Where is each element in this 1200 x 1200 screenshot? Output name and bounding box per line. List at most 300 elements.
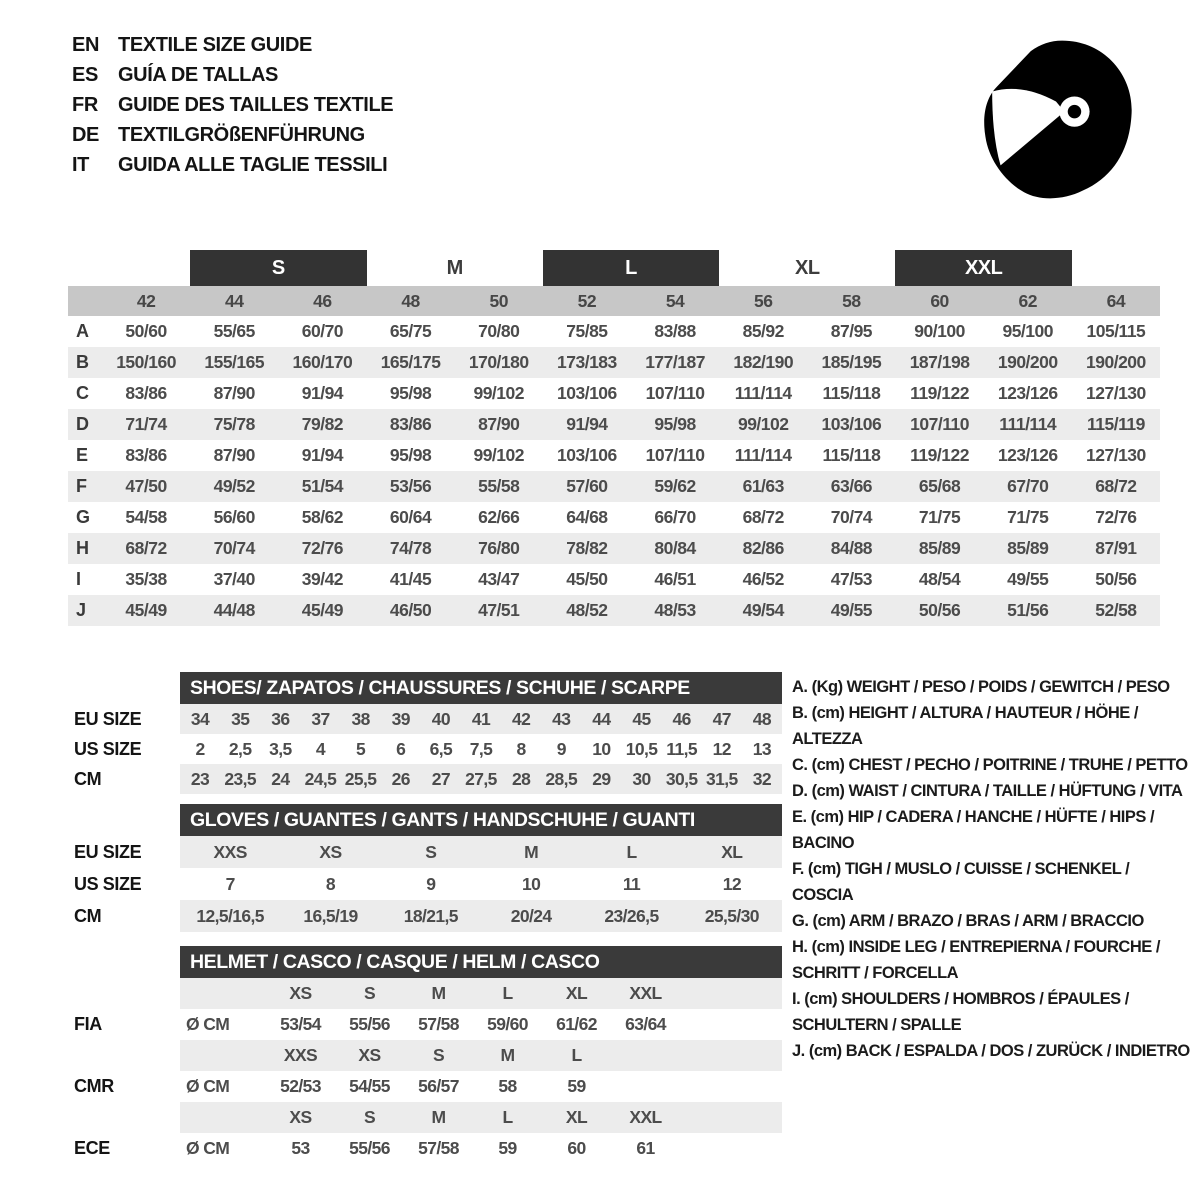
- measure-value: 187/198: [909, 352, 970, 372]
- measure-row-d: [68, 409, 1160, 440]
- measure-value: 43/47: [478, 569, 520, 589]
- helmet-size: M: [500, 1045, 515, 1065]
- row-letter: I: [76, 569, 81, 589]
- helmet-size: M: [431, 1107, 446, 1127]
- helmet-size: S: [432, 1045, 445, 1065]
- shoes-us-size: 3,5: [269, 738, 292, 759]
- size-group-s: S: [190, 250, 366, 286]
- helmet-header: HELMET / CASCO / CASQUE / HELM / CASCO: [180, 946, 782, 978]
- measure-value: 107/110: [910, 414, 969, 434]
- row-letter: D: [76, 414, 89, 434]
- helmet-ece-label: ECE: [74, 1138, 110, 1158]
- helmet-values-row-fia: [180, 1009, 782, 1040]
- legend-entry: H. (cm) INSIDE LEG / ENTREPIERNA / FOURCHE / SCHRITT / FORCELLA: [792, 938, 1160, 982]
- measure-value: 78/82: [566, 538, 608, 558]
- measure-value: 65/75: [389, 321, 432, 341]
- helmet-size: L: [502, 983, 513, 1003]
- helmet-value: 53: [291, 1138, 310, 1158]
- size-column-number: 62: [1018, 290, 1037, 311]
- legend-entry: F. (cm) TIGH / MUSLO / CUISSE / SCHENKEL / COSCIA: [792, 860, 1130, 904]
- measure-value: 70/74: [213, 538, 255, 558]
- size-column-number: 46: [313, 290, 332, 311]
- gloves-header: GLOVES / GUANTES / GANTS / HANDSCHUHE / GUANTI: [180, 804, 782, 836]
- legend-entry: D. (cm) WAIST / CINTURA / TAILLE / HÜFTUNG / VITA: [792, 782, 1183, 800]
- helmet-value: 55/56: [349, 1138, 390, 1158]
- shoes-section: [60, 672, 782, 794]
- measure-row-a: [68, 316, 1160, 347]
- measure-value: 107/110: [645, 383, 705, 403]
- row-letter: E: [76, 445, 88, 465]
- shoes-cm-size: 27,5: [465, 768, 497, 789]
- shoes-cm-size: 23: [190, 768, 210, 789]
- measure-value: 37/40: [213, 569, 255, 589]
- measurement-legend: [792, 674, 1192, 1064]
- measure-value: 49/52: [213, 476, 255, 496]
- measure-value: 95/98: [389, 383, 432, 403]
- measure-value: 35/38: [125, 569, 167, 589]
- measure-value: 95/98: [654, 414, 696, 434]
- lang-code: EN: [72, 34, 99, 56]
- measure-value: 91/94: [301, 445, 344, 465]
- gloves-cm-size: 12,5/16,5: [196, 905, 264, 926]
- language-title-block: [72, 34, 393, 177]
- size-group-m: M: [446, 256, 463, 279]
- measure-value: 107/110: [645, 445, 705, 465]
- measure-value: 45/49: [301, 600, 344, 620]
- measure-value: 103/106: [557, 383, 617, 403]
- size-column-number: 44: [225, 290, 244, 311]
- shoes-cm-size: 32: [752, 768, 772, 789]
- helmet-size: XS: [289, 983, 312, 1003]
- measure-row-h: [68, 533, 1160, 564]
- lang-title: TEXTILE SIZE GUIDE: [118, 34, 312, 56]
- gloves-eu-label: EU SIZE: [74, 841, 142, 862]
- size-number-band: [68, 286, 1160, 316]
- lang-code: FR: [72, 94, 98, 116]
- measure-value: 61/63: [742, 476, 784, 496]
- measure-value: 68/72: [742, 507, 784, 527]
- shoes-eu-size: 45: [632, 708, 651, 729]
- shoes-cm-size: 24,5: [304, 768, 337, 789]
- measure-value: 165/175: [380, 352, 441, 372]
- shoes-us-size: 2: [195, 738, 205, 759]
- gloves-us-size: 12: [722, 873, 741, 894]
- measure-value: 52/58: [1095, 600, 1137, 620]
- helmet-value: 59/60: [487, 1014, 528, 1034]
- gloves-us-size: 8: [325, 873, 336, 894]
- measure-value: 185/195: [821, 352, 882, 372]
- band-spacer: [68, 286, 102, 316]
- shoes-us-size: 11,5: [666, 738, 697, 759]
- helmet-rows: [180, 978, 782, 1164]
- measure-row-g: [68, 502, 1160, 533]
- textile-size-table: [68, 250, 1160, 626]
- measure-value: 119/122: [910, 445, 969, 465]
- gloves-eu-size: L: [626, 841, 637, 862]
- measure-value: 150/160: [116, 352, 176, 372]
- measure-value: 48/54: [918, 569, 961, 589]
- measure-value: 57/60: [566, 476, 608, 496]
- gloves-cm-size: 23/26,5: [604, 905, 659, 926]
- measure-value: 59/62: [654, 476, 696, 496]
- measure-value: 85/89: [918, 538, 961, 558]
- shoes-cm-size: 25,5: [344, 768, 377, 789]
- measure-value: 95/100: [1002, 321, 1053, 341]
- size-column-number: 54: [665, 290, 685, 311]
- gloves-cm-size: 16,5/19: [303, 905, 358, 926]
- shoes-us-size: 10,5: [625, 738, 658, 759]
- size-column-number: 58: [842, 290, 861, 311]
- measure-value: 80/84: [654, 538, 696, 558]
- measure-value: 160/170: [292, 352, 353, 372]
- shoes-cm-size: 28,5: [545, 768, 578, 789]
- measure-row-c: [68, 378, 1160, 409]
- measure-value: 67/70: [1007, 476, 1049, 496]
- measure-value: 83/86: [125, 445, 167, 465]
- helmet-value: 61: [636, 1138, 655, 1158]
- shoes-cm-size: 28: [511, 768, 531, 789]
- measure-value: 111/114: [734, 383, 792, 403]
- helmet-size: XXS: [283, 1045, 318, 1065]
- legend-entry: J. (cm) BACK / ESPALDA / DOS / ZURÜCK / INDIETRO: [792, 1042, 1190, 1060]
- measure-value: 99/102: [737, 414, 789, 434]
- gloves-cm-label: CM: [74, 905, 102, 926]
- measure-value: 68/72: [125, 538, 167, 558]
- helmet-value: 60: [567, 1138, 586, 1158]
- shoes-eu-size: 35: [231, 708, 250, 729]
- measure-value: 70/80: [478, 321, 520, 341]
- shoes-eu-size: 34: [190, 708, 210, 729]
- gloves-cm-row: [180, 900, 782, 932]
- measure-value: 53/56: [389, 476, 432, 496]
- shoes-us-size: 12: [712, 738, 731, 759]
- gloves-eu-size: S: [425, 841, 437, 862]
- measure-value: 50/56: [1095, 569, 1137, 589]
- gloves-us-size: 10: [522, 873, 541, 894]
- measure-value: 74/78: [389, 538, 432, 558]
- lang-code: IT: [72, 154, 89, 176]
- helmet-size-spacer: [180, 1040, 266, 1071]
- helmet-value: 58: [498, 1076, 517, 1096]
- measure-value: 103/106: [557, 445, 617, 465]
- measure-value: 49/54: [742, 600, 784, 620]
- helmet-value: 52/53: [280, 1076, 321, 1096]
- gloves-eu-size: XS: [319, 841, 342, 862]
- shoes-cm-size: 30: [632, 768, 651, 789]
- gloves-section: [60, 804, 782, 932]
- helmet-cmr-label: CMR: [74, 1076, 114, 1096]
- measure-value: 50/60: [125, 321, 167, 341]
- measure-value: 173/183: [557, 352, 617, 372]
- helmet-size: S: [363, 1107, 376, 1127]
- measure-value: 83/86: [125, 383, 167, 403]
- lang-code: DE: [72, 124, 99, 146]
- size-group-l: L: [543, 250, 719, 286]
- gloves-us-size: 9: [426, 873, 436, 894]
- size-group-xl: XL: [795, 256, 820, 279]
- measure-value: 99/102: [473, 383, 524, 403]
- size-group-row: [68, 250, 1160, 286]
- helmet-values-row-cmr: [180, 1071, 782, 1102]
- helmet-size: S: [363, 983, 376, 1003]
- measure-value: 50/56: [918, 600, 961, 620]
- gloves-us-size: 7: [225, 873, 235, 894]
- size-column-number: 48: [401, 290, 420, 311]
- measure-value: 71/75: [1007, 507, 1049, 527]
- helmet-size: XXL: [629, 983, 662, 1003]
- size-column-number: 42: [136, 290, 156, 311]
- measure-value: 87/90: [478, 414, 520, 434]
- legend-entry: E. (cm) HIP / CADERA / HANCHE / HÜFTE / HIPS / BACINO: [792, 808, 1155, 852]
- measure-value: 48/52: [566, 600, 608, 620]
- measure-value: 85/92: [742, 321, 784, 341]
- measure-value: 60/64: [389, 507, 432, 527]
- measure-value: 58/62: [301, 507, 344, 527]
- lang-title: GUIDE DES TAILLES TEXTILE: [118, 94, 394, 116]
- measure-value: 87/95: [830, 321, 873, 341]
- measure-value: 99/102: [473, 445, 524, 465]
- shoes-eu-size: 47: [712, 708, 731, 729]
- measure-row-f: [68, 471, 1160, 502]
- helmet-size: XS: [289, 1107, 312, 1127]
- measure-value: 123/126: [997, 383, 1058, 403]
- helmet-fia-label: FIA: [74, 1014, 102, 1034]
- gloves-us-row: [180, 868, 782, 900]
- helmet-sizes-row-ece: [180, 1102, 782, 1133]
- measure-value: 103/106: [821, 414, 882, 434]
- helmet-unit-label: Ø CM: [186, 1014, 230, 1034]
- row-letter: B: [76, 352, 89, 372]
- helmet-size: XL: [565, 983, 588, 1003]
- measure-value: 79/82: [301, 414, 344, 434]
- shoes-us-size: 9: [556, 738, 566, 759]
- shoes-cm-size: 23,5: [224, 768, 257, 789]
- size-column-number: 50: [489, 290, 508, 311]
- shoes-us-size: 2,5: [228, 738, 252, 759]
- shoes-eu-label: EU SIZE: [74, 708, 142, 729]
- shoes-us-size: 8: [516, 738, 526, 759]
- shoes-us-size: 6,5: [429, 738, 453, 759]
- measure-value: 115/118: [822, 445, 881, 465]
- shoes-eu-size: 42: [511, 708, 531, 729]
- helmet-value: 53/54: [280, 1014, 321, 1034]
- measure-value: 39/42: [301, 569, 344, 589]
- measure-value: 41/45: [389, 569, 432, 589]
- helmet-size: L: [502, 1107, 513, 1127]
- shoes-cm-size: 31,5: [705, 768, 738, 789]
- shoes-cm-size: 24: [271, 768, 290, 789]
- measure-value: 190/200: [997, 352, 1058, 372]
- measure-value: 115/119: [1086, 414, 1145, 434]
- legend-entry: G. (cm) ARM / BRAZO / BRAS / ARM / BRACCIO: [792, 912, 1144, 930]
- helmet-sizes-row-fia: [180, 978, 782, 1009]
- measure-value: 55/58: [478, 476, 520, 496]
- measure-value: 71/74: [125, 414, 167, 434]
- measure-value: 70/74: [830, 507, 873, 527]
- helmet-size: XS: [358, 1045, 381, 1065]
- helmet-size-spacer: [180, 978, 266, 1009]
- measure-row-j: [68, 595, 1160, 626]
- shoes-us-size: 6: [396, 738, 406, 759]
- measure-value: 47/50: [125, 476, 167, 496]
- measure-value: 44/48: [213, 600, 255, 620]
- gloves-cm-size: 18/21,5: [403, 905, 458, 926]
- helmet-values-row-ece: [180, 1133, 782, 1164]
- row-letter: G: [76, 507, 90, 527]
- measure-value: 111/114: [734, 445, 792, 465]
- measure-value: 115/118: [822, 383, 881, 403]
- helmet-value: 57/58: [418, 1014, 459, 1034]
- shoes-cm-size: 29: [592, 768, 611, 789]
- measure-value: 83/88: [654, 321, 696, 341]
- measure-value: 83/86: [389, 414, 432, 434]
- measure-value: 82/86: [742, 538, 784, 558]
- measure-value: 62/66: [478, 507, 520, 527]
- shoes-us-size: 10: [592, 738, 611, 759]
- shoes-us-row: [180, 734, 782, 764]
- measure-value: 90/100: [914, 321, 965, 341]
- measure-value: 46/51: [654, 569, 696, 589]
- helmet-unit-label: Ø CM: [186, 1138, 230, 1158]
- helmet-size: XXL: [629, 1107, 662, 1127]
- measure-value: 46/50: [389, 600, 432, 620]
- measure-value: 123/126: [997, 445, 1058, 465]
- helmet-unit-label: Ø CM: [186, 1076, 230, 1096]
- shoes-cm-size: 26: [391, 768, 410, 789]
- helmet-size: L: [571, 1045, 582, 1065]
- helmet-value: 63/64: [625, 1014, 666, 1034]
- gloves-eu-size: M: [524, 841, 539, 862]
- gloves-us-size: 11: [622, 873, 641, 894]
- measure-value: 177/187: [645, 352, 705, 372]
- row-letter: J: [76, 600, 86, 620]
- size-column-number: 60: [930, 290, 949, 311]
- legend-entry: I. (cm) SHOULDERS / HOMBROS / ÉPAULES / SCHULTERN / SPALLE: [792, 990, 1129, 1034]
- gloves-eu-size: XXS: [213, 841, 247, 862]
- gloves-cm-size: 25,5/30: [704, 905, 759, 926]
- measure-row-i: [68, 564, 1160, 595]
- gloves-us-label: US SIZE: [74, 873, 142, 894]
- gloves-eu-row: [180, 836, 782, 868]
- measure-value: 87/91: [1095, 538, 1137, 558]
- legend-entry: A. (Kg) WEIGHT / PESO / POIDS / GEWITCH / PESO: [792, 678, 1170, 696]
- shoes-header: SHOES/ ZAPATOS / CHAUSSURES / SCHUHE / SCARPE: [180, 672, 782, 704]
- shoes-eu-row: [180, 704, 782, 734]
- measure-row-e: [68, 440, 1160, 471]
- measure-value: 45/49: [125, 600, 167, 620]
- helmet-size: M: [431, 983, 446, 1003]
- measure-value: 95/98: [389, 445, 432, 465]
- helmet-size-spacer: [180, 1102, 266, 1133]
- measure-value: 84/88: [830, 538, 873, 558]
- measure-value: 91/94: [301, 383, 344, 403]
- measure-value: 127/130: [1086, 445, 1146, 465]
- shoes-eu-size: 43: [552, 708, 571, 729]
- measure-value: 72/76: [301, 538, 344, 558]
- lang-title: GUIDA ALLE TAGLIE TESSILI: [118, 154, 388, 176]
- measure-value: 170/180: [468, 352, 529, 372]
- measure-value: 182/190: [733, 352, 794, 372]
- helmet-size: [611, 1040, 680, 1071]
- measure-value: 47/51: [478, 600, 520, 620]
- measure-value: 75/78: [213, 414, 255, 434]
- helmet-value: 59: [567, 1076, 586, 1096]
- helmet-value: 57/58: [418, 1138, 459, 1158]
- lang-title: TEXTILGRÖßENFÜHRUNG: [118, 124, 365, 146]
- measure-value: 54/58: [125, 507, 167, 527]
- legend-entry: B. (cm) HEIGHT / ALTURA / HAUTEUR / HÖHE / ALTEZZA: [792, 704, 1138, 748]
- shoes-us-size: 5: [356, 738, 366, 759]
- measure-value: 47/53: [830, 569, 873, 589]
- shoes-eu-size: 39: [391, 708, 410, 729]
- row-letter: C: [76, 383, 89, 403]
- measure-value: 49/55: [1007, 569, 1049, 589]
- measure-value: 127/130: [1086, 383, 1146, 403]
- legend-entry: C. (cm) CHEST / PECHO / POITRINE / TRUHE / PETTO: [792, 756, 1188, 774]
- measure-value: 91/94: [566, 414, 608, 434]
- measure-value: 64/68: [566, 507, 608, 527]
- gloves-cm-size: 20/24: [510, 905, 552, 926]
- shoes-eu-size: 44: [592, 708, 611, 729]
- measure-value: 46/52: [742, 569, 784, 589]
- measure-value: 66/70: [654, 507, 696, 527]
- lang-code: ES: [72, 64, 98, 86]
- size-group-xxl: XXL: [895, 250, 1071, 286]
- measure-value: 119/122: [910, 383, 969, 403]
- measure-value: 49/55: [830, 600, 873, 620]
- measure-value: 68/72: [1095, 476, 1137, 496]
- shoes-us-label: US SIZE: [74, 738, 142, 759]
- measure-value: 65/68: [918, 476, 961, 496]
- shoes-eu-size: 36: [271, 708, 290, 729]
- measure-value: 51/56: [1007, 600, 1049, 620]
- measure-value: 56/60: [213, 507, 255, 527]
- shoes-cm-size: 30,5: [665, 768, 698, 789]
- helmet-size: XL: [565, 1107, 588, 1127]
- helmet-value: 59: [498, 1138, 517, 1158]
- helmet-value: [611, 1071, 680, 1102]
- shoes-us-size: 7,5: [469, 738, 493, 759]
- measure-value: 87/90: [213, 383, 255, 403]
- measure-value: 45/50: [566, 569, 608, 589]
- shoes-eu-size: 37: [311, 708, 330, 729]
- lang-title: GUÍA DE TALLAS: [118, 64, 278, 86]
- shoes-us-size: 4: [315, 738, 326, 759]
- measure-value: 155/165: [204, 352, 265, 372]
- helmet-value: 56/57: [418, 1076, 459, 1096]
- row-letter: H: [76, 538, 89, 558]
- measure-value: 87/90: [213, 445, 255, 465]
- helmet-icon: [972, 26, 1140, 214]
- measure-value: 75/85: [566, 321, 608, 341]
- helmet-value: 54/55: [349, 1076, 390, 1096]
- shoes-eu-size: 40: [431, 708, 450, 729]
- measure-row-b: [68, 347, 1160, 378]
- measure-value: 190/200: [1086, 352, 1146, 372]
- shoes-cm-row: [180, 764, 782, 794]
- measure-value: 55/65: [213, 321, 255, 341]
- measure-value: 48/53: [654, 600, 696, 620]
- helmet-value: 55/56: [349, 1014, 390, 1034]
- shoes-cm-label: CM: [74, 768, 102, 789]
- helmet-section: [60, 946, 782, 1164]
- shoes-eu-size: 38: [351, 708, 370, 729]
- measure-value: 63/66: [830, 476, 873, 496]
- shoes-eu-size: 46: [672, 708, 691, 729]
- measure-value: 60/70: [301, 321, 344, 341]
- measure-value: 72/76: [1095, 507, 1137, 527]
- measure-value: 85/89: [1007, 538, 1049, 558]
